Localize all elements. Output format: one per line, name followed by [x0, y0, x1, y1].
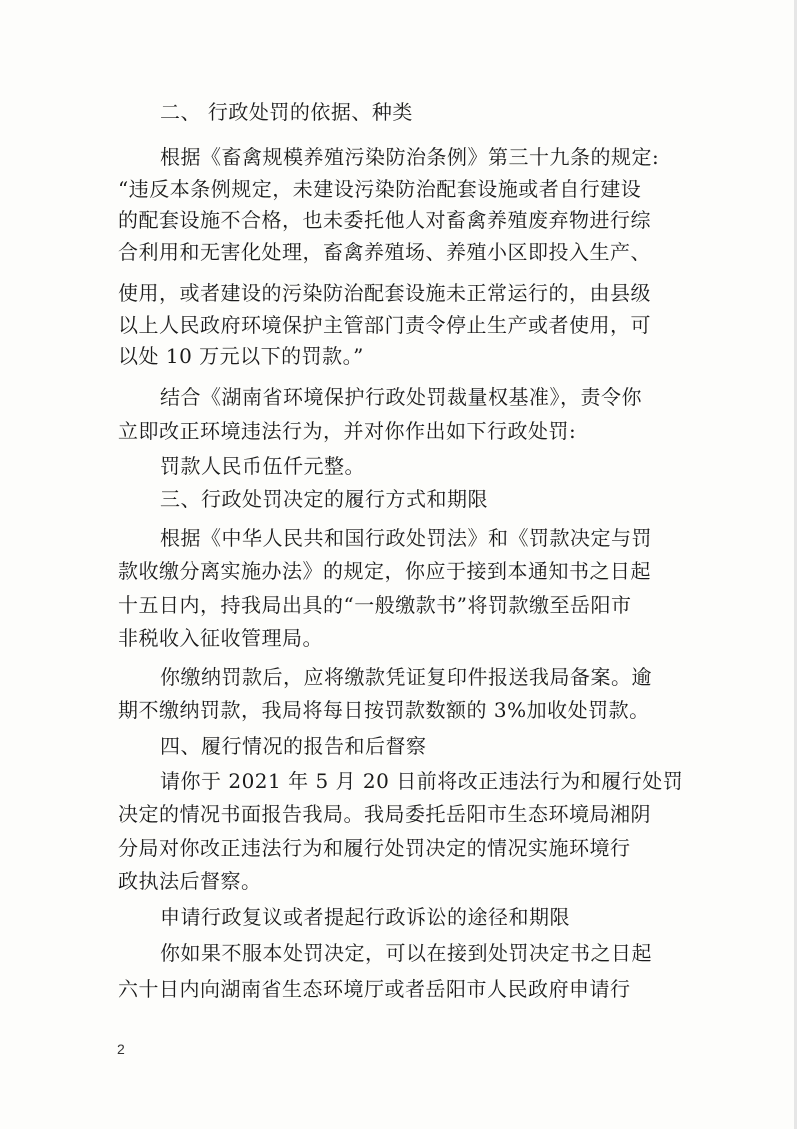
paragraph-line: 以上人民政府环境保护主管部门责令停止生产或者使用，可	[118, 313, 651, 337]
paragraph-line: 使用，或者建设的污染防治配套设施未正常运行的，由县级	[118, 281, 651, 305]
paragraph-line: 以处 10 万元以下的罚款。”	[118, 344, 364, 368]
paragraph-line: 根据《中华人民共和国行政处罚法》和《罚款决定与罚	[160, 526, 652, 550]
paragraph-line: 请你于 2021 年 5 月 20 日前将改正违法行为和履行处罚	[160, 769, 684, 793]
section-heading-execution: 三、行政处罚决定的履行方式和期限	[160, 487, 488, 511]
paragraph-line: 你缴纳罚款后，应将缴款凭证复印件报送我局备案。逾	[160, 665, 652, 689]
paragraph-line: “违反本条例规定，未建设污染防治配套设施或者自行建设	[118, 177, 642, 201]
paragraph-line: 政执法后督察。	[118, 869, 262, 893]
paragraph-line: 你如果不服本处罚决定，可以在接到处罚决定书之日起	[160, 941, 652, 965]
section-heading-basis: 二、 行政处罚的依据、种类	[160, 100, 413, 124]
paragraph-line: 立即改正环境违法行为，并对你作出如下行政处罚:	[118, 419, 577, 443]
paragraph-line: 六十日内向湖南省生态环境厅或者岳阳市人民政府申请行	[118, 977, 631, 1001]
paragraph-line: 十五日内，持我局出具的“一般缴款书”将罚款缴至岳阳市	[118, 593, 632, 617]
page-number: 2	[117, 1041, 125, 1057]
paragraph-line: 结合《湖南省环境保护行政处罚裁量权基准》，责令你	[160, 385, 642, 409]
paragraph-line: 非税收入征收管理局。	[118, 626, 323, 650]
paragraph-line: 期不缴纳罚款，我局将每日按罚款数额的 3%加收处罚款。	[118, 698, 650, 722]
section-heading-appeal: 申请行政复议或者提起行政诉讼的途径和期限	[160, 905, 570, 929]
penalty-amount: 罚款人民币伍仟元整。	[160, 454, 365, 478]
paragraph-line: 根据《畜禽规模养殖污染防治条例》第三十九条的规定:	[160, 145, 660, 169]
paragraph-line: 合利用和无害化处理，畜禽养殖场、养殖小区即投入生产、	[118, 240, 651, 264]
paragraph-line: 决定的情况书面报告我局。我局委托岳阳市生态环境局湘阴	[118, 802, 651, 826]
paragraph-line: 分局对你改正违法行为和履行处罚决定的情况实施环境行	[118, 836, 631, 860]
paragraph-line: 款收缴分离实施办法》的规定，你应于接到本通知书之日起	[118, 559, 651, 583]
paragraph-line: 的配套设施不合格，也未委托他人对畜禽养殖废弃物进行综	[118, 208, 651, 232]
section-heading-report: 四、履行情况的报告和后督察	[160, 734, 427, 758]
